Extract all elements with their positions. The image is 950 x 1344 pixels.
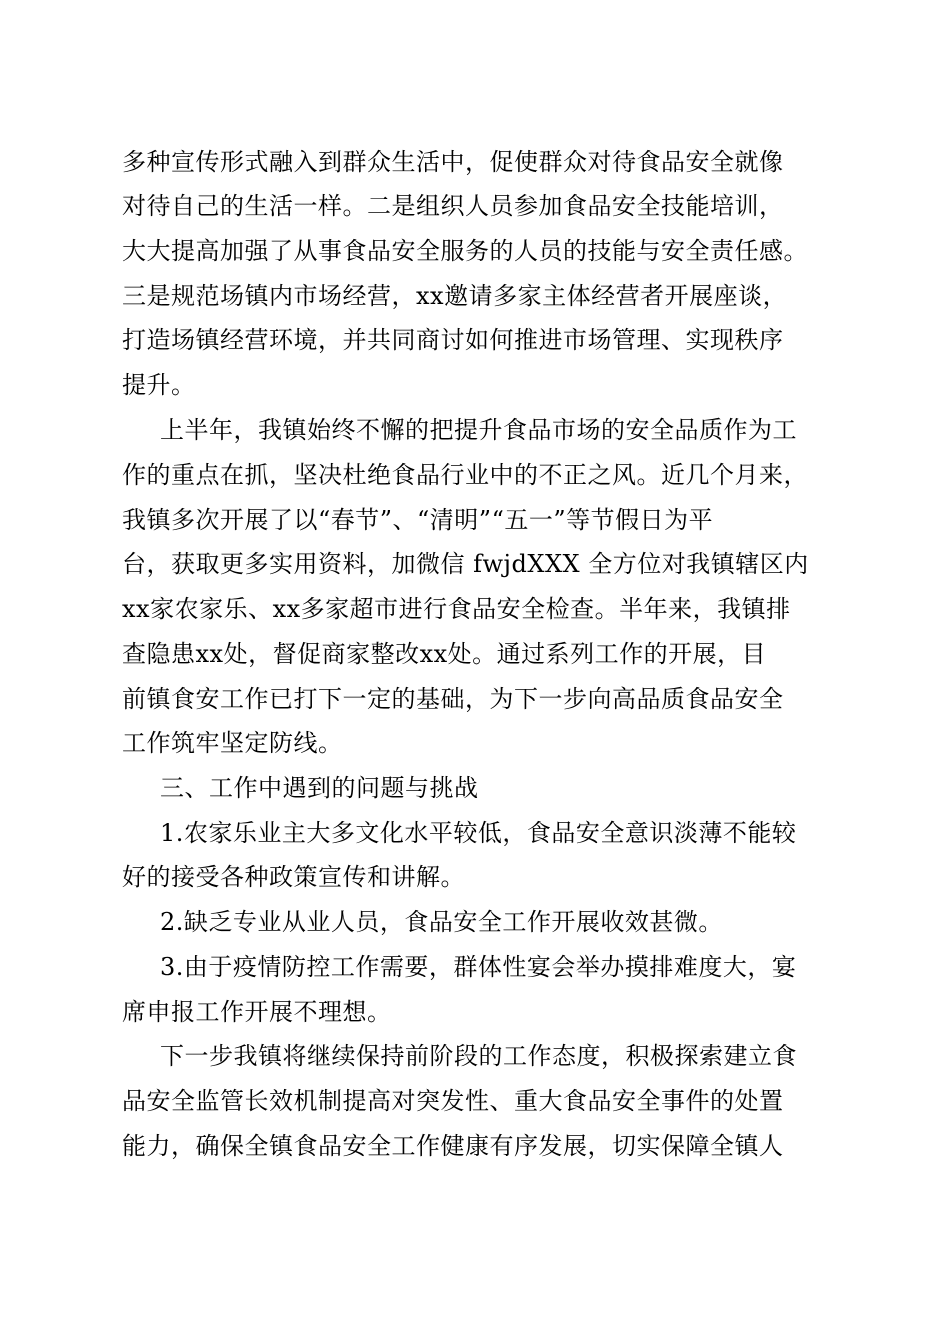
paragraph-line: 大大提高加强了从事食品安全服务的人员的技能与安全责任感。 (122, 237, 808, 265)
list-item-line: 1.农家乐业主大多文化水平较低，食品安全意识淡薄不能较 (160, 819, 797, 847)
paragraph-line: 品安全监管长效机制提高对突发性、重大食品安全事件的处置 (122, 1087, 784, 1115)
paragraph-line: 下一步我镇将继续保持前阶段的工作态度，积极探索建立食 (160, 1042, 797, 1070)
list-item-line: 席申报工作开展不理想。 (122, 998, 392, 1026)
paragraph-line: 作的重点在抓，坚决杜绝食品行业中的不正之风。近几个月来， (122, 461, 808, 489)
paragraph-line: 能力，确保全镇食品安全工作健康有序发展，切实保障全镇人 (122, 1132, 784, 1160)
paragraph-line: 查隐患xx处，督促商家整改xx处。通过系列工作的开展，目 (122, 640, 767, 668)
paragraph-line: 三是规范场镇内市场经营，xx邀请多家主体经营者开展座谈， (122, 282, 788, 310)
paragraph-line: 提升。 (122, 371, 196, 399)
paragraph-line: 我镇多次开展了以“春节”、“清明”“五一”等节假日为平 (122, 506, 714, 534)
paragraph-line: 前镇食安工作已打下一定的基础，为下一步向高品质食品安全 (122, 685, 784, 713)
paragraph-line: 工作筑牢坚定防线。 (122, 729, 343, 757)
paragraph-line: 对待自己的生活一样。二是组织人员参加食品安全技能培训， (122, 192, 784, 220)
section-heading: 三、工作中遇到的问题与挑战 (160, 774, 479, 802)
list-item-line: 3.由于疫情防控工作需要，群体性宴会举办摸排难度大，宴 (160, 953, 797, 981)
paragraph-line: 打造场镇经营环境，并共同商讨如何推进市场管理、实现秩序 (122, 326, 784, 354)
paragraph-line: xx家农家乐、xx多家超市进行食品安全检查。半年来，我镇排 (122, 595, 791, 623)
paragraph-line: 多种宣传形式融入到群众生活中，促使群众对待食品安全就像 (122, 148, 784, 176)
paragraph-line: 上半年，我镇始终不懈的把提升食品市场的安全品质作为工 (160, 416, 797, 444)
paragraph-line: 台，获取更多实用资料，加微信 fwjdXXX 全方位对我镇辖区内 (122, 550, 809, 578)
list-item-line: 好的接受各种政策宣传和讲解。 (122, 863, 465, 891)
list-item-line: 2.缺乏专业从业人员，食品安全工作开展收效甚微。 (160, 908, 723, 936)
